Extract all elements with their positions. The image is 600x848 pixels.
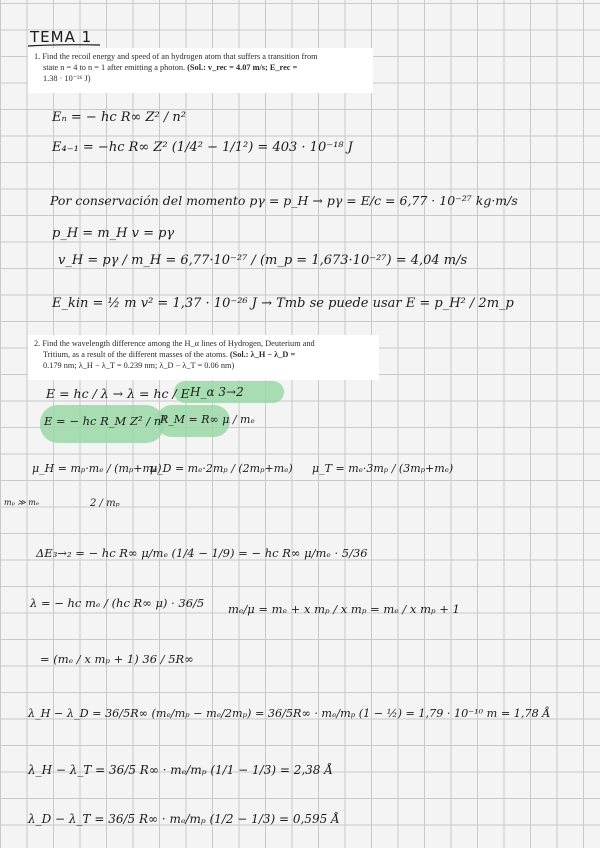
work2-line-10: ΔE₃→₂ = − hc R∞ μ/mₑ (1/4 − 1/9) = − hc R∞ μ/mₑ · 5/36 — [36, 546, 368, 560]
work2-line-5: μ_H = mₚ·mₑ / (mₚ+mₑ) — [32, 462, 162, 475]
work2-line-2: H_α 3→2 — [190, 385, 244, 399]
work2-line-15: λ_H − λ_T = 36/5 R∞ · mₑ/mₚ (1/1 − 1/3) = 2,38 Å — [28, 763, 333, 777]
problem-1-solution-2: 1.38 · 10⁻²⁶ J) — [43, 74, 91, 83]
work2-line-12: mₑ/μ = mₑ + x mₚ / x mₚ = mₑ / x mₚ + 1 — [228, 602, 460, 616]
page-title: TEMA 1 — [30, 28, 93, 46]
work1-line-5: v_H = pγ / m_H = 6,77·10⁻²⁷ / (m_p = 1,673·10⁻²⁷) = 4,04 m/s — [58, 253, 468, 268]
problem-1-text: Find the recoil energy and speed of an hydrogen atom that suffers a transition from — [42, 52, 318, 61]
work1-line-1: Eₙ = − hc R∞ Z² / n² — [52, 110, 186, 125]
work2-line-9: 2 / mₚ — [90, 498, 120, 509]
work1-line-4: p_H = m_H v = pγ — [52, 226, 175, 241]
problem-2-statement — [28, 335, 379, 380]
work1-line-3: Por conservación del momento pγ = p_H → pγ = E/c = 6,77 · 10⁻²⁷ kg·m/s — [50, 193, 518, 208]
problem-2-number: 2. — [34, 339, 41, 348]
work2-line-6: μ_D = mₑ·2mₚ / (2mₚ+mₑ) — [150, 462, 293, 475]
work1-line-6: E_kin = ½ m v² = 1,37 · 10⁻²⁶ J → Tmb se puede usar E = p_H² / 2m_p — [52, 296, 514, 311]
problem-2-solution: (Sol.: λ_H − λ_D = — [229, 350, 296, 359]
problem-1-statement — [28, 48, 373, 93]
work2-line-4: R_M = R∞ μ / mₑ — [160, 413, 255, 426]
problem-2-solution-2: 0.179 nm; λ_H − λ_T = 0.239 nm; λ_D − λ_T = 0.06 nm) — [43, 361, 235, 370]
problem-1-solution: (Sol.: v_rec = 4.07 m/s; E_rec = — [187, 63, 298, 72]
work2-line-11: λ = − hc mₑ / (hc R∞ μ) · 36/5 — [30, 596, 205, 610]
problem-1-text-2: state n = 4 to n = 1 after emitting a photon. — [43, 63, 186, 72]
work2-line-8: mₚ ≫ mₑ — [4, 498, 39, 507]
work1-line-2: E₄₋₁ = −hc R∞ Z² (1/4² − 1/1²) = 403 · 10⁻¹⁸ J — [52, 140, 353, 155]
work2-line-13: = (mₑ / x mₚ + 1) 36 / 5R∞ — [40, 652, 194, 666]
work2-line-3: E = − hc R_M Z² / n² — [44, 414, 166, 428]
problem-2-text-2: Tritium, as a result of the different masses of the atoms. — [43, 350, 228, 359]
work2-line-16: λ_D − λ_T = 36/5 R∞ · mₑ/mₚ (1/2 − 1/3) = 0,595 Å — [28, 812, 340, 826]
work2-line-7: μ_T = mₑ·3mₚ / (3mₚ+mₑ) — [312, 462, 454, 475]
work2-line-1: E = hc / λ → λ = hc / E — [46, 386, 190, 401]
work2-line-14: λ_H − λ_D = 36/5R∞ (mₑ/mₚ − mₑ/2mₚ) = 36/5R∞ · mₑ/mₚ (1 − ½) = 1,79 · 10⁻¹⁰ m = 1,78 Å — [28, 707, 551, 720]
problem-2-text: Find the wavelength difference among the H_α lines of Hydrogen, Deuterium and — [42, 339, 315, 348]
problem-1-number: 1. — [34, 52, 41, 61]
